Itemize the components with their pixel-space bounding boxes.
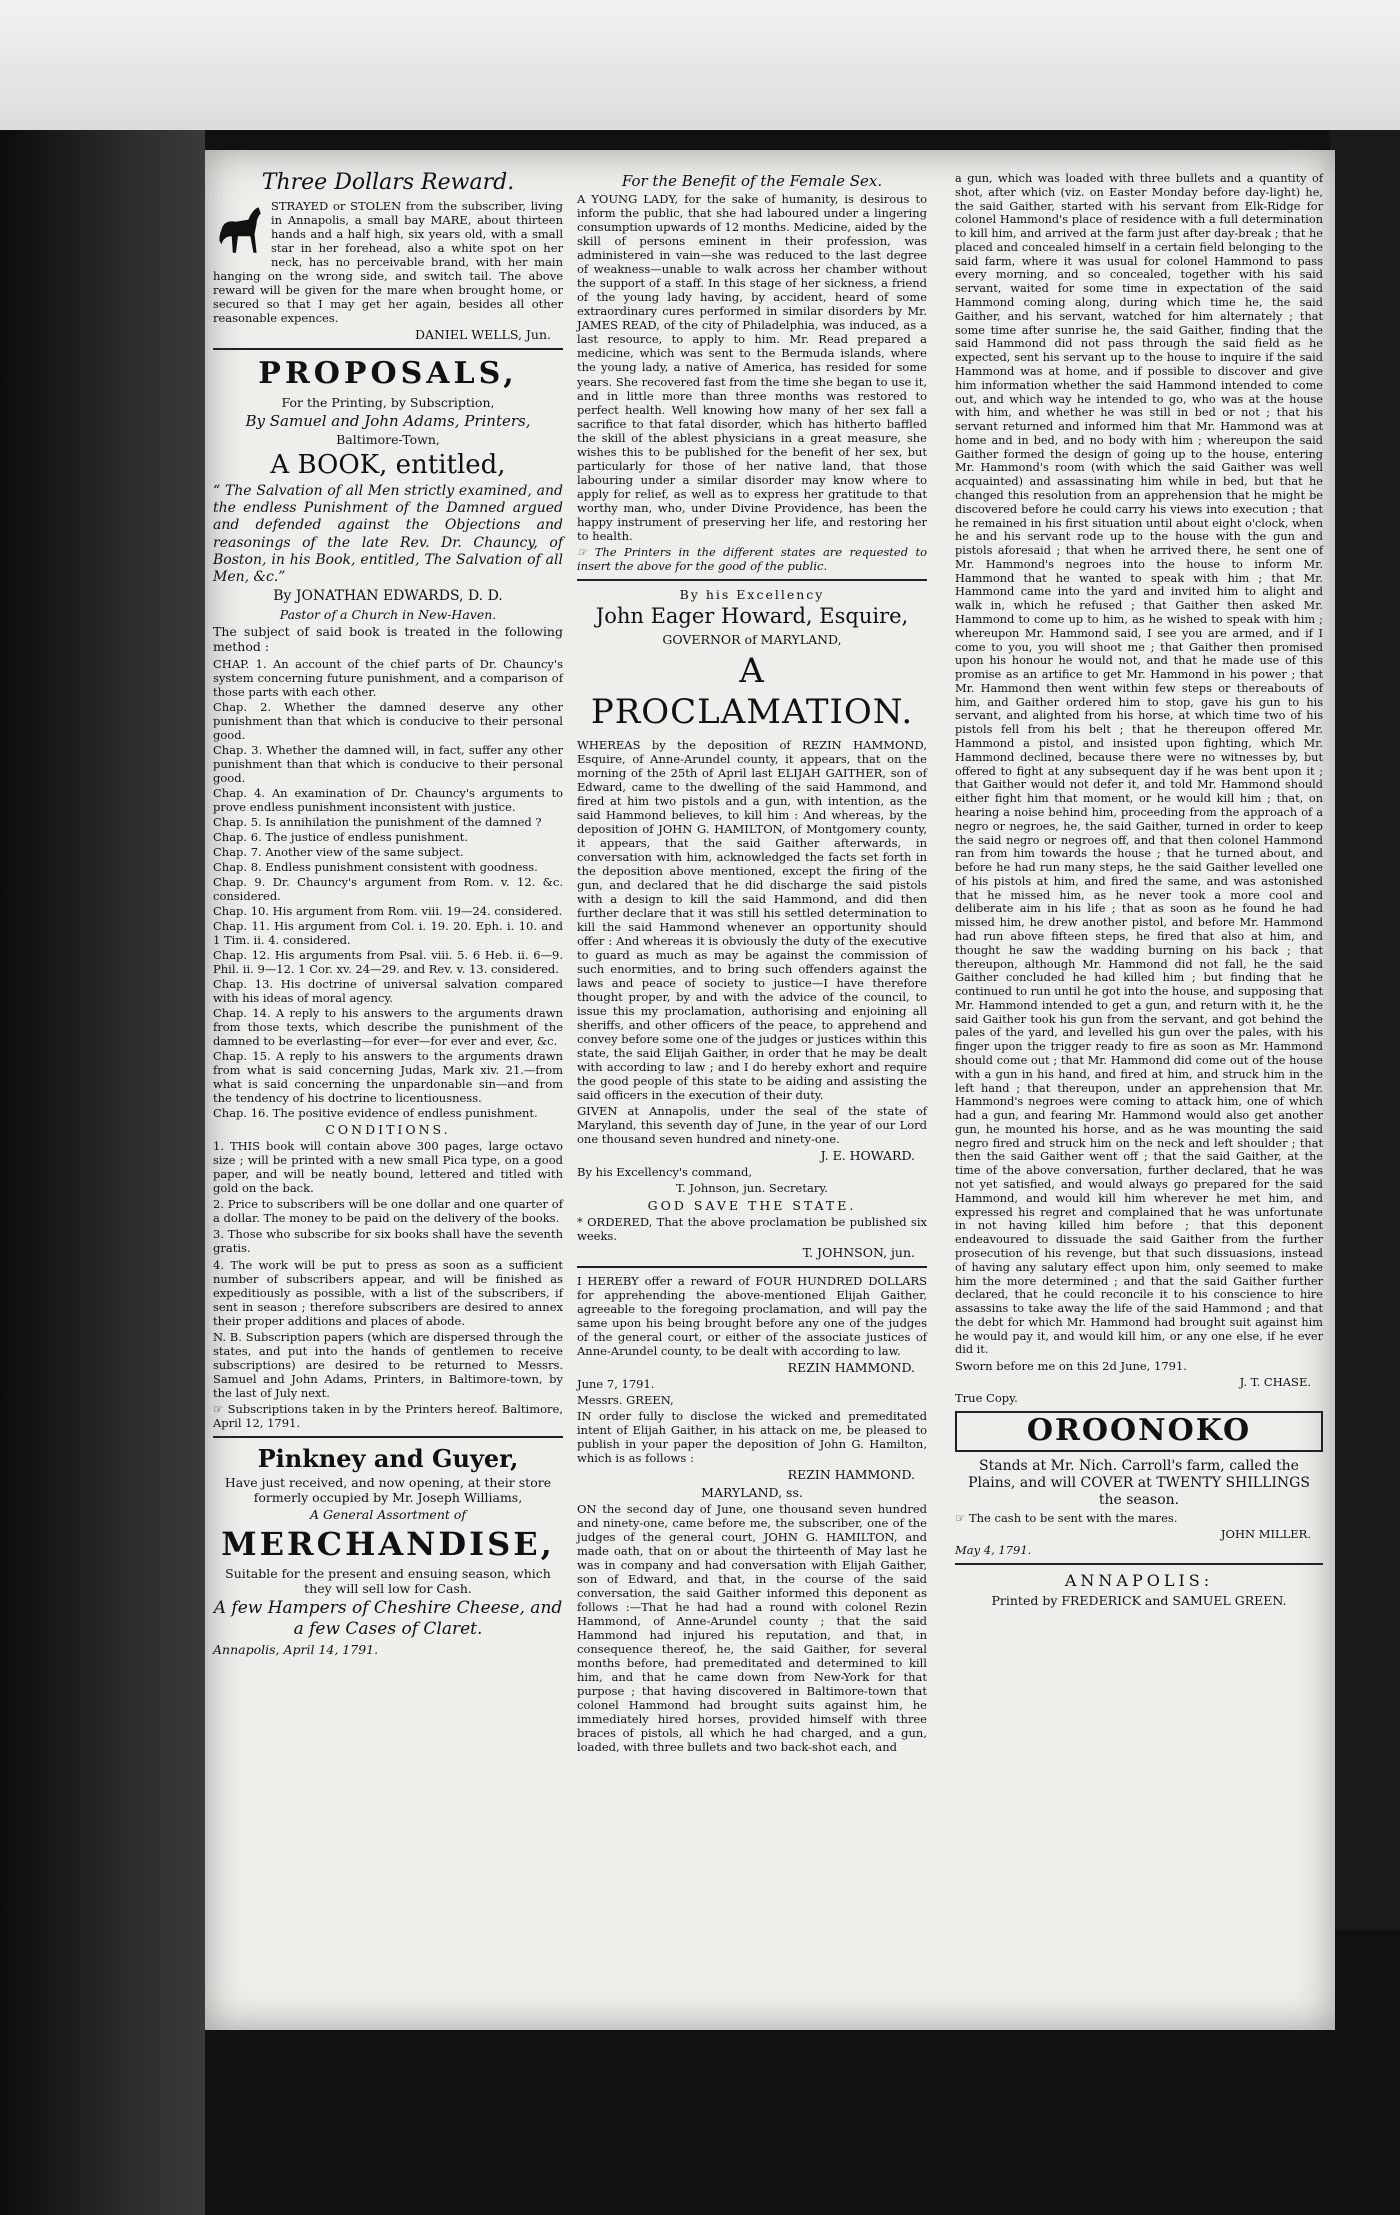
deposition-continued: a gun, which was loaded with three bullets and a quantity of shot, after which (viz. on Easter Monday before day-light) he, the said Gaither, started with his servant from Elk-Ridge for colonel Hammond's place of residence with a full determination to kill him, and arrived at the farm just after day-break ; that he placed and concealed himself in a certain field belonging to the said farm, where it was usual for colonel Hammond to pass every morning, and so concealed, together with his said servant, waited for some time in expectation of the said Hammond coming along, during which time he, the said Gaither, and his servant, watched for him alternately ; that some time after sunrise he, the said Gaither, finding that the said Hammond did not pass through the said field as he expected, sent his servant up to the house to inquire if the said Hammond was at home, and if possible to discover and give him information whether the said Hammond intended to come out, and which way he intended to go, who was at the house with him, and whether he was still in bed or not ; that his servant returned and informed him that Mr. Hammond was at home and in bed, and no body with him ; whereupon the said Gaither formed the design of going up to the house, entering Mr. Hammond's room (with which the said Gaither was well acquainted) and assassinating him while in bed, but that he changed this resolution from an apprehension that he might be discovered before he could carry his views into execution ; that he remained in his first situation until about eight o'clock, when he and his servant rode up to the house with the gun and pistols aforesaid ; that when he arrived there, he sent one of Mr. Hammond's negroes into the house to inform Mr. Hammond that he wanted to speak with him ; that Mr. Hammond came into the yard and invited him to alight and walk in, which he refused ; that Gaither then asked Mr. Hammond to come up to him, as he wished to speak with him ; whereupon Mr. Hammond said, I see you are armed, and if I come to you, you will shoot me ; that Gaither then promised upon his honour he would not, and that he made use of this promise as an artifice to get Mr. Hammond in his power ; that Mr. Hammond then went within few steps or thereabouts of him, and Gaither ordered him to stop, gave his gun to his servant, and alighted from his horse, at which time two of his pistols fell from his belt ; that he thereupon offered Mr. Hammond a pistol, and insisted upon fighting, which Mr. Hammond declined, because there were no witnesses by, but offered to fight at any subsequent day if he was bent upon it ; that Gaither would not defer it, and told Mr. Hammond should either fight him that moment, or he would kill him ; that, on hearing a noise behind him, proceeding from the approach of a negro or negroes, he, the said Gaither, turned in order to keep the said negro or negroes off, and that then colonel Hammond ran from him towards the house ; that he turned about, and before he had run many steps, he the said Gaither levelled one of his pistols at him, and fired the same, and was astonished that he missed him, as he never took a more cool and deliberate aim in his life ; that as soon as he found he had missed him, he drew another pistol, and before Mr. Hammond had run above fifteen steps, he fired that also at him, and thought he saw the wadding burning on his back ; that thereupon, although Mr. Hammond did not fall, he the said Gaither concluded he had killed him ; but finding that he continued to run until he got into the house, and supposing that Mr. Hammond intended to get a gun, and return with it, he the said Gaither took his gun from the servant, and got behind the pales of the yard, and levelled his gun over the pales, with his finger upon the trigger ready to fire as soon as Mr. Hammond should come out ; that Mr. Hammond did come out of the house with a gun in his hand, and fired at him, and struck him in the left hand ; that thereupon, under an apprehension that Mr. Hammond's negroes were coming to attack him, one of which had a gun, and fearing Mr. Hammond would also get another gun, he mounted his horse, and as he was mounting the said negro fired and struck him on the neck and left shoulder ; that then the said Gaither went off ; that the said Gaither, at the time of the above conversation, further declared, that he was not yet satisfied, and would always go prepared for the said Hammond, and would kill him wherever he met him, and expressed his regret and complained that he was unfortunate in not having killed him before ; that this deponent endeavoured to dissuade the said Gaither from the further prosecution of his revenge, but that such dissuasions, instead of having any salutary effect upon him, only seemed to make him the more determined ; and that the said Gaither further declared, that he could reconcile it to his conscience to hire assassins to take away the life of the said Hammond ; and that the debt for which Mr. Hammond had brought suit against him he would pay it, and would kill him, or any one else, if he ever did it. bbox=[955, 172, 1323, 1357]
divider bbox=[577, 1266, 927, 1268]
female-text: A YOUNG LADY, for the sake of humanity, is desirous to inform the public, that she had laboured under a lingering consumption upwards of 12 months. Medicine, aided by the skill of persons eminent in their profession, was administered in vain—she was reduced to the last degree of weakness—unable to walk across her chamber without the support of a staff. In this stage of her sickness, a friend of the young lady having, by accident, heard of some extraordinary cures performed in similar disorders by Mr. JAMES READ, of the city of Philadelphia, was induced, as a last resource, to apply to him. Mr. Read prepared a medicine, which was sent to the Bermuda islands, where the young lady, a native of America, has resided for some years. She recovered fast from the time she began to use it, and in little more than three months was restored to perfect health. Well knowing how many of her sex fall a sacrifice to that fatal disorder, which has hitherto baffled the skill of the ablest physicians in a great measure, she wishes this to be published for the benefit of her sex, but particularly for those of her native land, that those labouring under a similar disorder may know where to apply for relief, as well as to express her gratitude to that worthy man, who, under Divine Providence, has been the happy instrument of preserving her life, and restoring her to health. bbox=[577, 192, 927, 543]
chapter-item: Chap. 2. Whether the damned deserve any other punishment than that which is conducive to their personal good. bbox=[213, 699, 563, 742]
maryland-heading: MARYLAND, ss. bbox=[701, 1484, 803, 1500]
oroonoko-date: May 4, 1791. bbox=[955, 1543, 1032, 1558]
merchandise-heading: MERCHANDISE, bbox=[221, 1524, 555, 1563]
oroonoko-cash: ☞ The cash to be sent with the mares. bbox=[955, 1511, 1178, 1526]
ordered-signature: T. JOHNSON, jun. bbox=[802, 1244, 915, 1260]
divider bbox=[213, 1436, 563, 1438]
chapter-item: Chap. 6. The justice of endless punishment. bbox=[213, 829, 468, 844]
divider bbox=[955, 1563, 1323, 1565]
pinkney-title: Pinkney and Guyer, bbox=[257, 1443, 519, 1473]
column-1 bbox=[213, 170, 563, 1659]
chapter-item: Chap. 8. Endless punishment consistent with goodness. bbox=[213, 859, 538, 874]
chapter-item: Chap. 10. His argument from Rom. viii. 19—24. considered. bbox=[213, 903, 563, 918]
green-signature: REZIN HAMMOND. bbox=[787, 1467, 915, 1483]
chapter-item: Chap. 14. A reply to his answers to the arguments drawn from those texts, which describe the punishment of the damned to be everlasting—for ever—for ever and ever, &c. bbox=[213, 1006, 563, 1049]
female-note: ☞ The Printers in the different states are requested to insert the above for the good of the public. bbox=[577, 544, 927, 573]
background-top bbox=[0, 0, 1400, 130]
chapter-item: Chap. 7. Another view of the same subject. bbox=[213, 844, 464, 859]
proclamation-text: WHEREAS by the deposition of REZIN HAMMOND, Esquire, of Anne-Arundel county, it appears, that on the morning of the 25th of April last ELIJAH GAITHER, son of Edward, came to the dwelling of the said Hammond, and fired at him two pistols and a gun, with intention, as the said Hammond believes, to kill him : And whereas, by the deposition of JOHN G. HAMILTON, of Montgomery county, it appears, that the said Gaither afterwards, in conversation with him, acknowledged the facts set forth in the deposition above mentioned, except the firing of the gun, and declared that he did discharge the said pistols with a design to kill the said Hammond, and did then further declare that it was still his settled determination to kill the said Hammond whenever an opportunity should offer : And whereas it is obviously the duty of the executive to guard as much as may be against the commission of such enormities, and to bring such offenders against the laws and peace of society to justice—I have therefore thought proper, by and with the advice of the council, to issue this my proclamation, authorising and enjoining all sheriffs, and other officers of the peace, to apprehend and convey before some one of the judges or justices within this state, the said Elijah Gaither, in order that he may be dealt with according to law ; and I do hereby exhort and require the good people of this state to be aiding and assisting the said officers in the execution of their duty. bbox=[577, 737, 927, 1103]
pinkney-text-2: Suitable for the present and ensuing season, which they will sell low for Cash. bbox=[225, 1565, 551, 1596]
pinkney-cheese: A few Hampers of Cheshire Cheese, and a few Cases of Claret. bbox=[213, 1598, 563, 1639]
true-copy: True Copy. bbox=[955, 1391, 1018, 1406]
divider bbox=[213, 348, 563, 350]
sworn-signature: J. T. CHASE. bbox=[1239, 1375, 1311, 1390]
chapter-item: Chap. 3. Whether the damned will, in fact, suffer any other punishment than that which is conducive to their personal good. bbox=[213, 742, 563, 785]
female-title: For the Benefit of the Female Sex. bbox=[621, 172, 883, 190]
condition-item: 3. Those who subscribe for six books shall have the seventh gratis. bbox=[213, 1227, 563, 1256]
june-date: June 7, 1791. bbox=[577, 1377, 655, 1392]
oroonoko-heading: OROONOKO bbox=[955, 1411, 1323, 1452]
reward-title: Three Dollars Reward. bbox=[261, 170, 515, 195]
chapter-item: Chap. 13. His doctrine of universal salvation compared with his ideas of moral agency. bbox=[213, 976, 563, 1005]
newspaper-page bbox=[205, 150, 1335, 2030]
chapter-item: Chap. 4. An examination of Dr. Chauncy's arguments to prove endless punishment inconsistent with justice. bbox=[213, 785, 563, 814]
pinkney-assortment: A General Assortment of bbox=[309, 1507, 467, 1523]
proclamation-command: By his Excellency's command, bbox=[577, 1165, 753, 1180]
reward-signature: DANIEL WELLS, Jun. bbox=[414, 326, 551, 342]
hammond-reward-signature: REZIN HAMMOND. bbox=[787, 1360, 915, 1376]
column-2 bbox=[577, 170, 927, 1756]
imprint-printer: Printed by FREDERICK and SAMUEL GREEN. bbox=[991, 1592, 1287, 1608]
condition-item: 2. Price to subscribers will be one dollar and one quarter of a dollar. The money to be paid on the delivery of the books. bbox=[213, 1197, 563, 1226]
pinkney-date: Annapolis, April 14, 1791. bbox=[213, 1641, 379, 1657]
chapter-item: Chap. 9. Dr. Chauncy's argument from Rom. v. 12. &c. considered. bbox=[213, 874, 563, 903]
proclamation-secretary: T. Johnson, jun. Secretary. bbox=[676, 1181, 828, 1196]
sworn-line: Sworn before me on this 2d June, 1791. bbox=[955, 1359, 1187, 1374]
book-subtitle: “ The Salvation of all Men strictly examined, and the endless Punishment of the Damned argued and defended against the Objections and reasonings of the late Rev. Dr. Chauncy, of Boston, in his Book, entitled, The Salvation of all Men, &c.” bbox=[213, 483, 563, 585]
book-pastor: Pastor of a Church in New-Haven. bbox=[279, 606, 497, 622]
proposals-line-3: Baltimore-Town, bbox=[336, 432, 440, 448]
chapter-item: Chap. 12. His arguments from Psal. viii. 5. 6 Heb. ii. 6—9. Phil. ii. 9—12. 1 Cor. xv. 24—29. and Rev. v. 13. considered. bbox=[213, 947, 563, 976]
governor-title: GOVERNOR of MARYLAND, bbox=[662, 631, 842, 647]
chapter-item: Chap. 11. His argument from Col. i. 19. 20. Eph. i. 10. and 1 Tim. ii. 4. considered. bbox=[213, 918, 563, 947]
proclamation-signature: J. E. HOWARD. bbox=[820, 1148, 915, 1164]
book-method: The subject of said book is treated in the following method : bbox=[213, 624, 563, 655]
proclamation-given: GIVEN at Annapolis, under the seal of the state of Maryland, this seventh day of June, in the year of our Lord one thousand seven hundred and ninety-one. bbox=[577, 1104, 927, 1147]
book-author: By JONATHAN EDWARDS, D. D. bbox=[273, 587, 503, 604]
proposals-title: PROPOSALS, bbox=[258, 356, 518, 392]
proposals-line-2: By Samuel and John Adams, Printers, bbox=[245, 412, 531, 431]
book-spine bbox=[0, 130, 205, 2215]
green-text: IN order fully to disclose the wicked and premeditated intent of Elijah Gaither, in his attack on me, be pleased to publish in your paper the deposition of John G. Hamilton, which is as follows : bbox=[577, 1409, 927, 1466]
proclamation-heading: A PROCLAMATION. bbox=[590, 650, 914, 733]
oroonoko-text: Stands at Mr. Nich. Carroll's farm, called the Plains, and will COVER at TWENTY SHILLINGS the season. bbox=[968, 1457, 1310, 1508]
condition-item: 4. The work will be put to press as soon as a sufficient number of subscribers appear, and will be finished as expeditiously as possible, with a list of the subscribers, if sent in season ; therefore subscribers are desired to annex their proper additions and places of abode. bbox=[213, 1257, 563, 1328]
chapter-list bbox=[213, 657, 563, 1121]
conditions-list bbox=[213, 1139, 563, 1429]
deposition-text: ON the second day of June, one thousand seven hundred and ninety-one, came before me, the subscriber, one of the judges of the general court, JOHN G. HAMILTON, and made oath, that on or about the thirteenth of May last he was in company and had conversation with Elijah Gaither, son of Edward, and that, in the course of the said conversation, the said Gaither informed this deponent as follows :—That he had had a round with colonel Rezin Hammond, of Anne-Arundel county ; that the said Hammond had injured his reputation, and that, in consequence thereof, he, the said Gaither, for several months before, had premeditated and determined to kill him, and that he came down from New-York for that purpose ; that having discovered in Baltimore-town that colonel Hammond had brought suits against him, he immediately hired horses, provided himself with three braces of pistols, all which he had charged, and a gun, loaded, with three bullets and two back-shot each, and bbox=[577, 1501, 927, 1755]
messrs-green: Messrs. GREEN, bbox=[577, 1393, 674, 1408]
god-save-state: GOD SAVE THE STATE. bbox=[647, 1197, 857, 1213]
hammond-reward-text: I HEREBY offer a reward of FOUR HUNDRED DOLLARS for apprehending the above-mentioned Elijah Gaither, agreeable to the foregoing proclamation, and will pay the same upon his being brought before any one of the judges of the general court, or either of the associate justices of Anne-Arundel county, to be dealt with according to law. bbox=[577, 1274, 927, 1359]
chapter-item: Chap. 5. Is annihilation the punishment of the damned ? bbox=[213, 814, 542, 829]
condition-item: N. B. Subscription papers (which are dispersed through the states, and put into the hands of gentlemen to receive subscriptions) are desired to be returned to Messrs. Samuel and John Adams, Printers, in Baltimore-town, by the last of July next. bbox=[213, 1329, 563, 1400]
divider bbox=[577, 579, 927, 581]
excellency-line: By his Excellency bbox=[679, 586, 825, 602]
condition-item: ☞ Subscriptions taken in by the Printers hereof. Baltimore, April 12, 1791. bbox=[213, 1401, 563, 1430]
adjacent-page-edge bbox=[1330, 130, 1400, 1930]
oroonoko-signature: JOHN MILLER. bbox=[1220, 1527, 1311, 1542]
pinkney-text: Have just received, and now opening, at their store formerly occupied by Mr. Joseph Williams, bbox=[224, 1474, 552, 1506]
conditions-title: CONDITIONS. bbox=[325, 1122, 451, 1138]
proposals-line-1: For the Printing, by Subscription, bbox=[281, 394, 495, 410]
chapter-item: CHAP. 1. An account of the chief parts of Dr. Chauncy's system concerning future punishment, and a comparison of those parts with each other. bbox=[213, 656, 563, 699]
condition-item: 1. THIS book will contain above 300 pages, large octavo size ; will be printed with a new small Pica type, on a good paper, and will be neatly bound, lettered and titled with gold on the back. bbox=[213, 1139, 563, 1196]
imprint-city: ANNAPOLIS: bbox=[1064, 1571, 1214, 1591]
horse-icon bbox=[213, 199, 265, 261]
chapter-item: Chap. 15. A reply to his answers to the arguments drawn from what is said concerning Judas, Mark xiv. 21.—from what is said concerning the unpardonable sin—and from the tendency of his doctrine to licentiousness. bbox=[213, 1049, 563, 1106]
reward-text: STRAYED or STOLEN from the subscriber, living in Annapolis, a small bay MARE, about thirteen hands and a half high, six years old, with a small star in her forehead, also a white spot on her neck, has no perceivable brand, with her main hanging on the wrong side, and switch tail. The above reward will be given for the mare when brought home, or secured so that I may get her again, besides all other reasonable expences. bbox=[213, 198, 563, 325]
ordered-text: * ORDERED, That the above proclamation be published six weeks. bbox=[577, 1214, 927, 1243]
column-3 bbox=[955, 170, 1323, 1610]
governor-name: John Eager Howard, Esquire, bbox=[595, 603, 909, 628]
chapter-item: Chap. 16. The positive evidence of endless punishment. bbox=[213, 1106, 538, 1121]
book-title: A BOOK, entitled, bbox=[270, 449, 506, 480]
